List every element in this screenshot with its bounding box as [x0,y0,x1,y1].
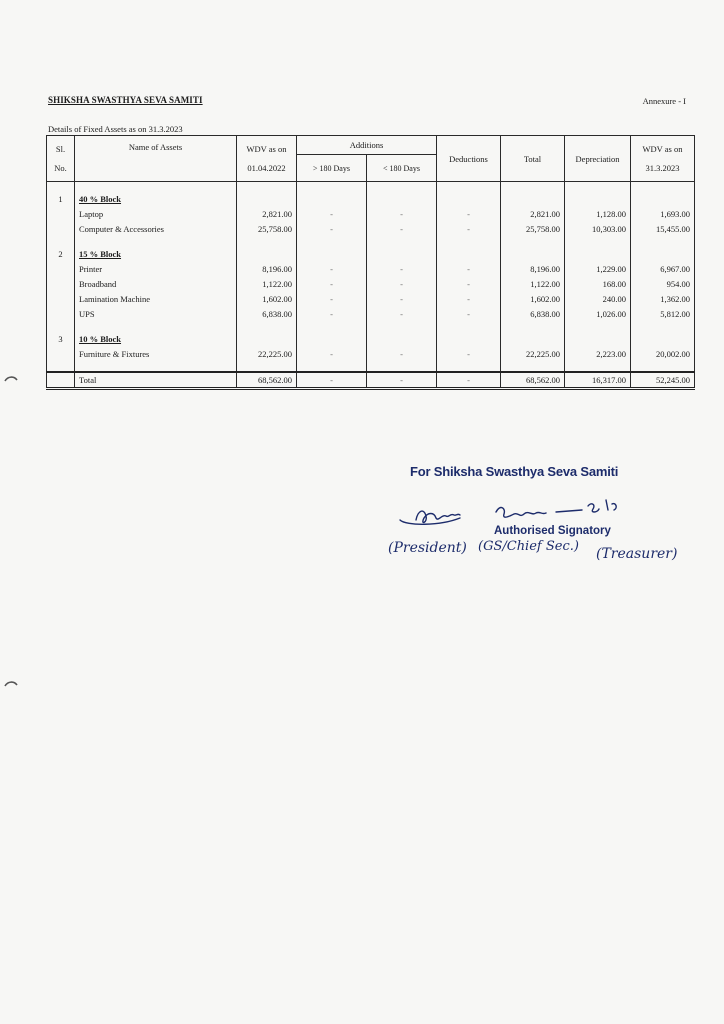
total-total: 68,562.00 [501,372,565,389]
cell-ded: - [437,306,501,321]
cell-add-gt: - [297,276,367,291]
empty-cell [237,236,297,246]
asset-name: Furniture & Fixtures [75,346,237,361]
header-total: Total [501,136,565,182]
block-serial-number: 3 [47,331,75,346]
empty-cell [631,236,695,246]
empty-cell [47,321,75,331]
block-title: 10 % Block [75,331,237,346]
block-serial-number: 1 [47,191,75,206]
asset-row [47,261,695,276]
cell-add-gt: - [297,261,367,276]
header-name: Name of Assets [75,136,237,182]
empty-cell [437,361,501,372]
empty-cell [237,182,297,192]
spacer-row [47,321,695,331]
cell-dep: 10,303.00 [565,221,631,236]
block-title: 40 % Block [75,191,237,206]
asset-row [47,276,695,291]
cell-ded: - [437,276,501,291]
cell-wdv-open: 22,225.00 [237,346,297,361]
empty-cell [565,331,631,346]
header-wdv-close: WDV as on 31.3.2023 [631,136,695,182]
empty-cell [237,246,297,261]
empty-cell [47,206,75,221]
empty-cell [437,191,501,206]
cell-add-gt: - [297,346,367,361]
block-serial-number: 2 [47,246,75,261]
gs-signature [496,508,546,518]
cell-add-lt: - [367,276,437,291]
table-body [47,182,695,389]
empty-cell [565,361,631,372]
empty-cell [47,306,75,321]
empty-cell [297,182,367,192]
header-sl: Sl. No. [47,136,75,182]
fixed-assets-table-wrap [46,135,694,390]
asset-name: Printer [75,261,237,276]
asset-row [47,291,695,306]
empty-cell [565,246,631,261]
handwritten-signatures [386,460,706,580]
empty-cell [297,331,367,346]
empty-cell [367,246,437,261]
cell-add-lt: - [367,221,437,236]
block-header-row [47,246,695,261]
asset-name: Laptop [75,206,237,221]
total-add-lt: - [367,372,437,389]
asset-name: Lamination Machine [75,291,237,306]
cell-ded: - [437,206,501,221]
cell-wdv-open: 6,838.00 [237,306,297,321]
empty-cell [631,246,695,261]
annexure-label: Annexure - I [642,96,686,106]
cell-total: 2,821.00 [501,206,565,221]
empty-cell [437,246,501,261]
cell-add-lt: - [367,291,437,306]
total-add-gt: - [297,372,367,389]
header-depreciation: Depreciation [565,136,631,182]
cell-add-gt: - [297,221,367,236]
cell-add-gt: - [297,206,367,221]
empty-cell [47,291,75,306]
empty-cell [237,321,297,331]
empty-cell [631,191,695,206]
empty-cell [297,361,367,372]
empty-cell [437,182,501,192]
cell-add-gt: - [297,306,367,321]
empty-cell [437,236,501,246]
empty-cell [47,236,75,246]
empty-cell [501,361,565,372]
empty-cell [501,191,565,206]
cell-wdv-open: 1,122.00 [237,276,297,291]
gs-handwriting: (GS/Chief Sec.) [478,539,579,554]
cell-wdv-close: 954.00 [631,276,695,291]
cell-wdv-close: 6,967.00 [631,261,695,276]
asset-row [47,306,695,321]
header-additions-gt180: > 180 Days [297,155,367,182]
asset-row [47,206,695,221]
empty-cell [297,236,367,246]
empty-cell [565,236,631,246]
asset-name: UPS [75,306,237,321]
empty-cell [47,372,75,389]
empty-cell [297,321,367,331]
cell-add-lt: - [367,346,437,361]
cell-add-lt: - [367,206,437,221]
cell-ded: - [437,291,501,306]
block-header-row [47,191,695,206]
empty-cell [367,361,437,372]
cell-wdv-close: 1,693.00 [631,206,695,221]
empty-cell [501,321,565,331]
empty-cell [501,246,565,261]
empty-cell [75,182,237,192]
asset-row [47,221,695,236]
cell-wdv-close: 1,362.00 [631,291,695,306]
empty-cell [47,261,75,276]
empty-cell [75,236,237,246]
cell-dep: 2,223.00 [565,346,631,361]
empty-cell [501,236,565,246]
asset-name: Computer & Accessories [75,221,237,236]
empty-cell [47,221,75,236]
empty-cell [75,361,237,372]
cell-add-lt: - [367,306,437,321]
empty-cell [47,276,75,291]
cell-add-lt: - [367,261,437,276]
empty-cell [237,361,297,372]
cell-wdv-open: 25,758.00 [237,221,297,236]
header-additions: Additions [297,136,437,155]
empty-cell [631,182,695,192]
cell-total: 25,758.00 [501,221,565,236]
empty-cell [631,331,695,346]
empty-cell [75,321,237,331]
cell-wdv-open: 2,821.00 [237,206,297,221]
empty-cell [47,361,75,372]
empty-cell [237,191,297,206]
empty-cell [565,182,631,192]
president-handwriting: (President) [388,540,467,556]
header-wdv-open: WDV as on 01.04.2022 [237,136,297,182]
empty-cell [565,191,631,206]
total-dep: 16,317.00 [565,372,631,389]
cell-total: 1,602.00 [501,291,565,306]
empty-cell [501,182,565,192]
cell-wdv-close: 5,812.00 [631,306,695,321]
empty-cell [47,182,75,192]
header-deductions: Deductions [437,136,501,182]
cell-dep: 1,128.00 [565,206,631,221]
cell-wdv-close: 20,002.00 [631,346,695,361]
empty-cell [367,191,437,206]
cell-total: 8,196.00 [501,261,565,276]
empty-cell [367,236,437,246]
cell-wdv-close: 15,455.00 [631,221,695,236]
empty-cell [631,361,695,372]
empty-cell [297,246,367,261]
total-wdv-open: 68,562.00 [237,372,297,389]
empty-cell [437,331,501,346]
total-wdv-close: 52,245.00 [631,372,695,389]
empty-cell [437,321,501,331]
block-title: 15 % Block [75,246,237,261]
empty-cell [565,321,631,331]
cell-wdv-open: 1,602.00 [237,291,297,306]
empty-cell [47,346,75,361]
cell-add-gt: - [297,291,367,306]
punch-hole-mark [4,375,18,383]
block-header-row [47,331,695,346]
empty-cell [367,331,437,346]
empty-cell [367,321,437,331]
authorised-signatory-label: Authorised Signatory [494,525,611,537]
cell-total: 22,225.00 [501,346,565,361]
total-label: Total [75,372,237,389]
spacer-row [47,361,695,372]
header-additions-lt180: < 180 Days [367,155,437,182]
cell-dep: 168.00 [565,276,631,291]
empty-cell [631,321,695,331]
signature-block [386,460,706,580]
punch-hole-mark [4,680,18,688]
cell-total: 1,122.00 [501,276,565,291]
organization-title: SHIKSHA SWASTHYA SEVA SAMITI [48,95,203,105]
cell-dep: 1,229.00 [565,261,631,276]
empty-cell [237,331,297,346]
for-organization-stamp: For Shiksha Swasthya Seva Samiti [410,464,619,479]
total-ded: - [437,372,501,389]
fixed-assets-table [46,135,695,390]
spacer-row [47,182,695,192]
cell-ded: - [437,221,501,236]
treasurer-handwriting: (Treasurer) [596,546,678,562]
asset-row [47,346,695,361]
cell-dep: 1,026.00 [565,306,631,321]
total-row [47,372,695,389]
table-caption: Details of Fixed Assets as on 31.3.2023 [48,124,183,134]
cell-ded: - [437,261,501,276]
cell-dep: 240.00 [565,291,631,306]
asset-name: Broadband [75,276,237,291]
cell-ded: - [437,346,501,361]
cell-total: 6,838.00 [501,306,565,321]
empty-cell [297,191,367,206]
spacer-row [47,236,695,246]
cell-wdv-open: 8,196.00 [237,261,297,276]
empty-cell [501,331,565,346]
empty-cell [367,182,437,192]
